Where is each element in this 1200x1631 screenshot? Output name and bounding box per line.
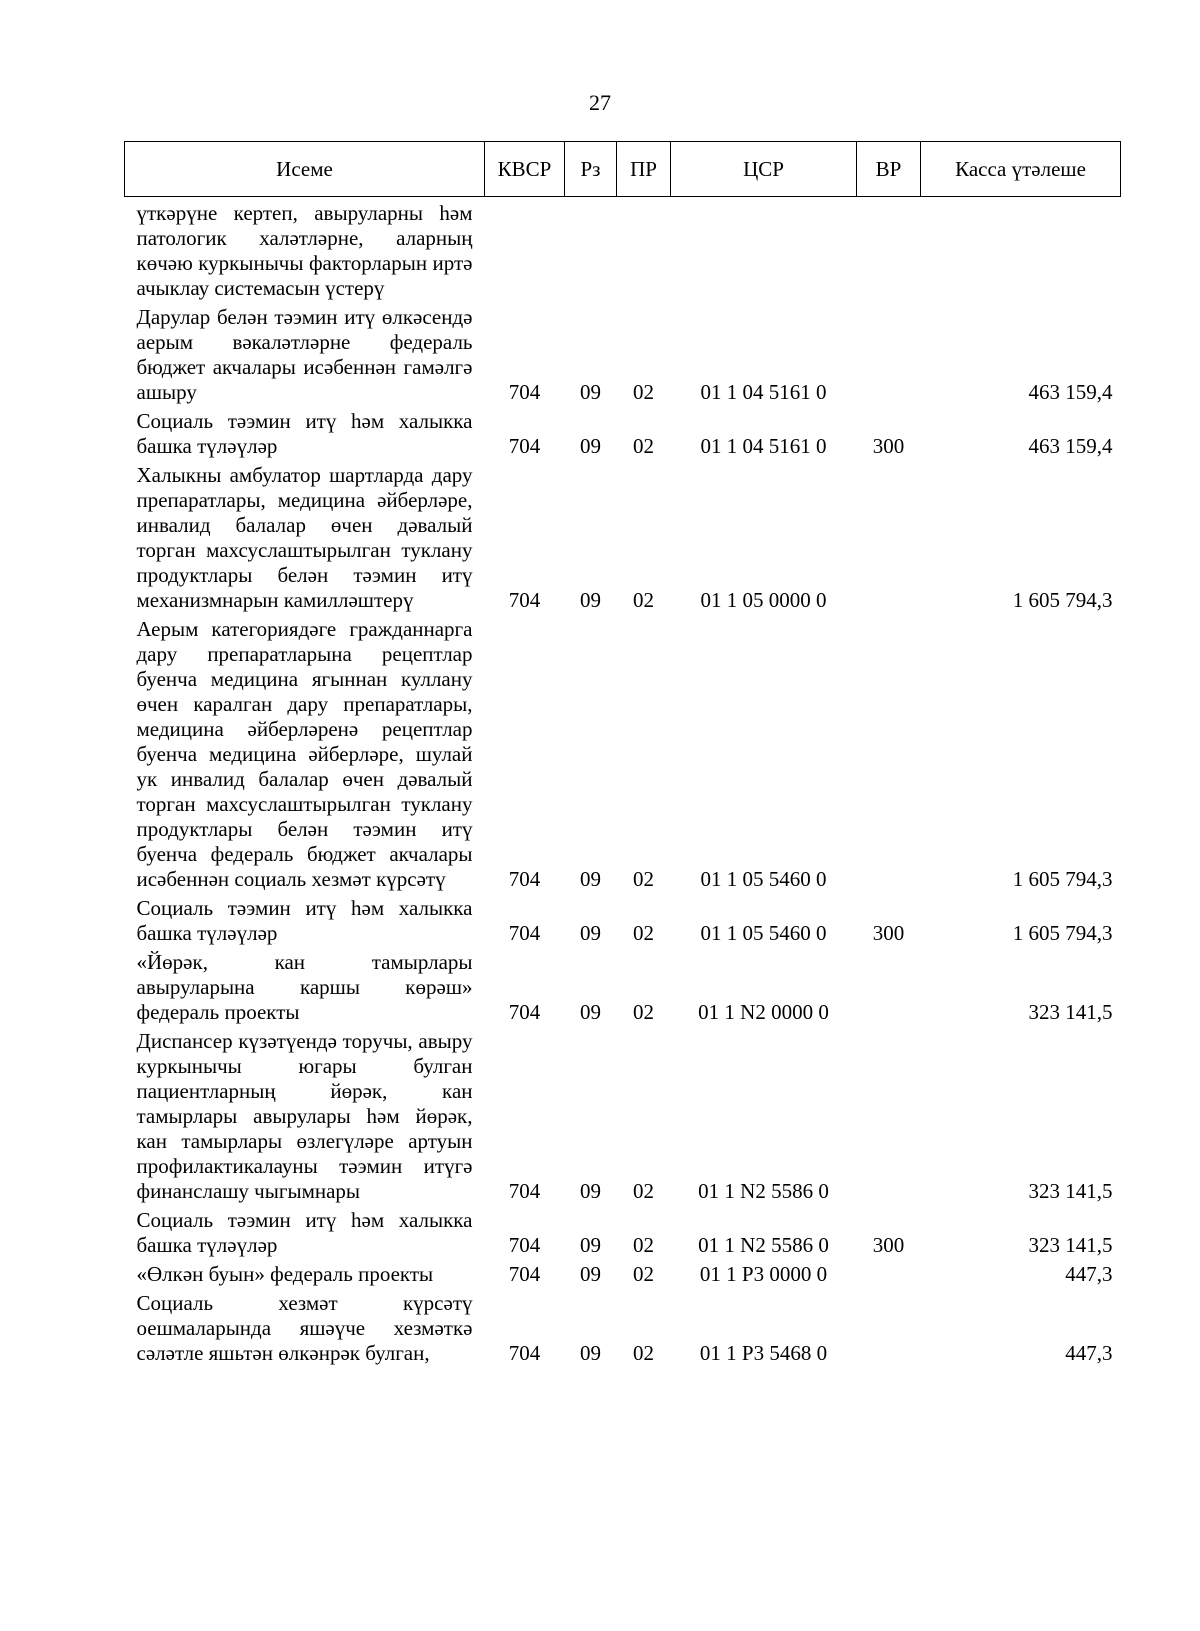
row-vr (857, 613, 921, 892)
row-csr: 01 1 05 5460 0 (700, 867, 827, 891)
budget-table (124, 141, 1121, 1366)
row-kassa: 323 141,5 (1028, 1179, 1113, 1203)
row-kvsr: 704 (508, 434, 541, 458)
row-vr: 300 (872, 921, 905, 945)
table-row (125, 1287, 1121, 1366)
row-vr (857, 946, 921, 1025)
row-vr (857, 1258, 921, 1287)
header-pr: ПР (617, 142, 671, 197)
row-rz: 09 (580, 1341, 601, 1365)
table-row (125, 1025, 1121, 1204)
row-csr: 01 1 N2 0000 0 (698, 1000, 829, 1024)
row-name: Социаль тәэмин итү һәм халыкка башка түләүләр (136, 1208, 473, 1257)
row-pr: 02 (633, 1262, 654, 1286)
table-row (125, 405, 1121, 459)
row-rz: 09 (580, 1000, 601, 1024)
row-kassa: 447,3 (1065, 1341, 1113, 1365)
header-name: Исеме (125, 142, 485, 197)
row-rz: 09 (580, 921, 601, 945)
row-rz: 09 (580, 867, 601, 891)
row-pr: 02 (633, 1233, 654, 1257)
row-kassa: 323 141,5 (1028, 1000, 1113, 1024)
row-vr (857, 197, 921, 302)
header-rz: Рз (565, 142, 617, 197)
row-vr (857, 1287, 921, 1366)
row-kvsr: 704 (508, 380, 541, 404)
row-name: «Йөрәк, кан тамырлары авыруларына каршы көрәш» федераль проекты (136, 950, 473, 1024)
table-row (125, 613, 1121, 892)
row-kassa: 463 159,4 (1028, 380, 1113, 404)
row-rz: 09 (580, 434, 601, 458)
header-kassa: Касса үтәлеше (921, 142, 1121, 197)
table-row (125, 1204, 1121, 1258)
row-csr: 01 1 P3 5468 0 (699, 1341, 828, 1365)
table-row (125, 892, 1121, 946)
row-name: Диспансер күзәтүендә торучы, авыру куркынычы югары булган пациентларның йөрәк, кан тамырлары авырулары һәм йөрәк, кан тамырлары өзлегүләре артуын профилактикалауны тәэмин итүгә финанслашу чыгымнары (136, 1029, 473, 1203)
row-kvsr: 704 (508, 921, 541, 945)
row-name: Социаль тәэмин итү һәм халыкка башка түләүләр (136, 409, 473, 458)
row-kassa (921, 197, 1121, 302)
table-row (125, 1258, 1121, 1287)
page-number: 27 (589, 90, 611, 115)
row-kvsr: 704 (508, 588, 541, 612)
row-kassa: 447,3 (1065, 1262, 1113, 1286)
row-name: Дарулар белән тәэмин итү өлкәсендә аерым вәкаләтләрне федераль бюджет акчалары исәбеннән гамәлгә ашыру (136, 305, 473, 404)
row-kvsr: 704 (508, 867, 541, 891)
row-pr: 02 (633, 921, 654, 945)
header-kvsr: КВСР (485, 142, 565, 197)
row-kassa: 463 159,4 (1028, 434, 1113, 458)
row-name: Аерым категориядәге гражданнарга дару препаратларына рецептлар буенча медицина ягыннан куллану өчен каралган дару препаратлары, медицина әйберләренә рецептлар буенча медицина әйберләре, шулай ук инвалид балалар өчен дәвалый торган махсуслаштырылган туклану продуктлары белән тәэмин итү буенча федераль бюджет акчалары исәбеннән социаль хезмәт күрсәтү (136, 617, 473, 891)
row-name: үткәрүне кертеп, авыруларны һәм патологик халәтләрне, аларның көчәю куркынычы факторларын иртә ачыклау системасын үстерү (136, 201, 473, 300)
row-vr (857, 301, 921, 405)
row-pr: 02 (633, 434, 654, 458)
row-name: Социаль тәэмин итү һәм халыкка башка түләүләр (136, 896, 473, 945)
row-rz: 09 (580, 588, 601, 612)
row-pr: 02 (633, 1000, 654, 1024)
row-csr: 01 1 04 5161 0 (700, 380, 827, 404)
row-csr (671, 197, 857, 302)
row-pr: 02 (633, 867, 654, 891)
row-pr: 02 (633, 1341, 654, 1365)
row-kassa: 1 605 794,3 (1012, 588, 1113, 612)
header-csr: ЦСР (671, 142, 857, 197)
row-kassa: 1 605 794,3 (1012, 921, 1113, 945)
row-pr: 02 (633, 1179, 654, 1203)
row-csr: 01 1 P3 0000 0 (699, 1262, 828, 1286)
row-kvsr: 704 (508, 1262, 541, 1286)
table-row (125, 301, 1121, 405)
row-csr: 01 1 N2 5586 0 (698, 1233, 829, 1257)
row-csr: 01 1 05 5460 0 (700, 921, 827, 945)
row-pr (617, 197, 671, 302)
row-rz: 09 (580, 1233, 601, 1257)
row-vr: 300 (872, 434, 905, 458)
row-kvsr: 704 (508, 1000, 541, 1024)
row-pr: 02 (633, 380, 654, 404)
row-csr: 01 1 05 0000 0 (700, 588, 827, 612)
row-pr: 02 (633, 588, 654, 612)
row-vr (857, 459, 921, 613)
row-vr: 300 (872, 1233, 905, 1257)
table-row (125, 459, 1121, 613)
row-kassa: 323 141,5 (1028, 1233, 1113, 1257)
row-name: «Өлкән буын» федераль проекты (136, 1262, 434, 1286)
row-rz: 09 (580, 380, 601, 404)
row-name: Социаль хезмәт күрсәтү оешмаларында яшәүче хезмәткә сәләтле яшьтән өлкәнрәк булган, (136, 1291, 473, 1365)
row-csr: 01 1 04 5161 0 (700, 434, 827, 458)
row-rz (565, 197, 617, 302)
header-vr: ВР (857, 142, 921, 197)
row-vr (857, 1025, 921, 1204)
table-header-row (125, 142, 1121, 197)
row-kvsr: 704 (508, 1179, 541, 1203)
row-kvsr: 704 (508, 1341, 541, 1365)
row-rz: 09 (580, 1262, 601, 1286)
row-name: Халыкны амбулатор шартларда дару препаратлары, медицина әйберләре, инвалид балалар өчен дәвалый торган махсуслаштырылган туклану продуктлары белән тәэмин итү механизмнарын камилләштерү (136, 463, 473, 612)
table-row (125, 946, 1121, 1025)
table-row (125, 197, 1121, 302)
row-kassa: 1 605 794,3 (1012, 867, 1113, 891)
row-rz: 09 (580, 1179, 601, 1203)
row-csr: 01 1 N2 5586 0 (698, 1179, 829, 1203)
row-kvsr (485, 197, 565, 302)
row-kvsr: 704 (508, 1233, 541, 1257)
